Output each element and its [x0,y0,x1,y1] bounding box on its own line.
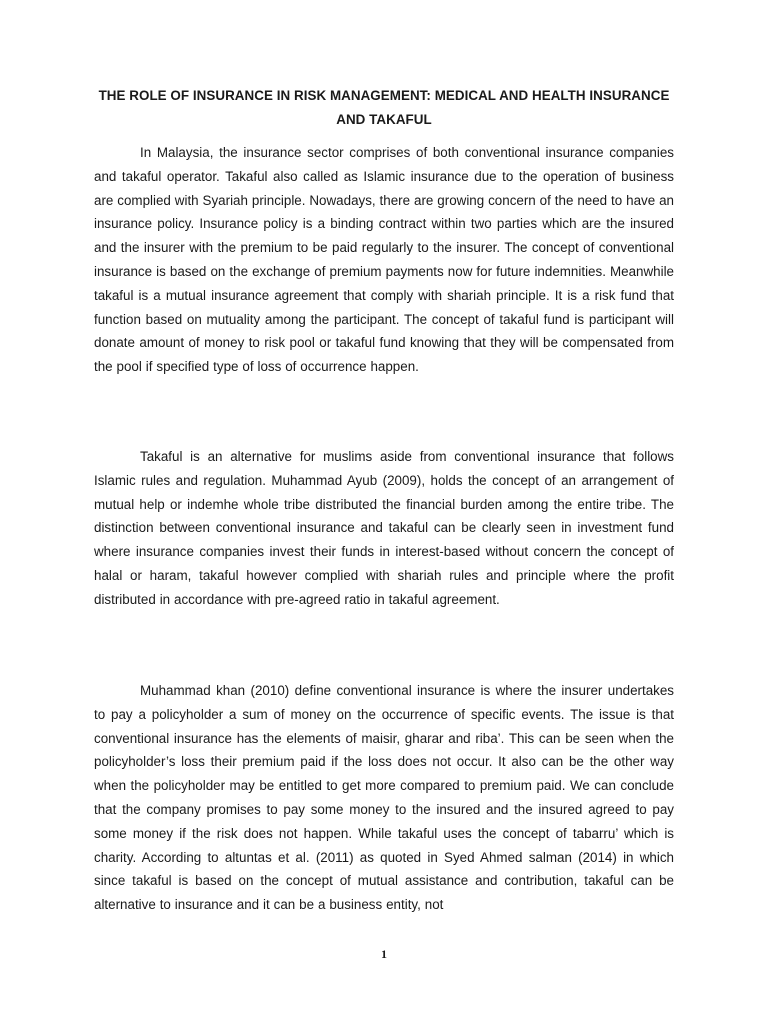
paragraph-conventional-insurance-definition: Muhammad khan (2010) define conventional insurance is where the insurer undertakes to pay a policyholder a sum of money on the occurrence of specific events. The issue is that conventional insurance has the elements of maisir, gharar and riba’. This can be seen when the policyholder’s loss their premium paid if the loss does not occur. It also can be the other way when the policyholder may be entitled to get more compared to premium paid. We can conclude that the company promises to pay some money to the insured and the insured agreed to pay some money if the risk does not happen. While takaful uses the concept of tabarru’ which is charity. According to altuntas et al. (2011) as quoted in Syed Ahmed salman (2014) in which since takaful is based on the concept of mutual assistance and contribution, takaful can be alternative to insurance and it can be a business entity, not [94,683,674,913]
paragraph-takaful-alternative: Takaful is an alternative for muslims aside from conventional insurance that follows Islamic rules and regulation. Muhammad Ayub (2009), holds the concept of an arrangement of mutual help or indemhe whole tribe distributed the financial burden among the entire tribe. The distinction between conventional insurance and takaful can be clearly seen in investment fund where insurance companies invest their funds in interest-based without concern the concept of halal or haram, takaful however complied with shariah rules and principle where the profit distributed in accordance with pre-agreed ratio in takaful agreement. [94,449,674,607]
page-number: 1 [381,947,387,961]
document-title: THE ROLE OF INSURANCE IN RISK MANAGEMENT: MEDICAL AND HEALTH INSURANCE AND TAKAFUL [98,88,670,127]
paragraph-malaysia-insurance-sector: In Malaysia, the insurance sector comprises of both conventional insurance companies and takaful operator. Takaful also called as Islamic insurance due to the operation of business are complied with Syariah principle. Nowadays, there are growing concern of the need to have an insurance policy. Insurance policy is a binding contract within two parties which are the insured and the insurer with the premium to be paid regularly to the insurer. The concept of conventional insurance is based on the exchange of premium payments now for future indemnities. Meanwhile takaful is a mutual insurance agreement that comply with shariah principle. It is a risk fund that function based on mutuality among the participant. The concept of takaful fund is participant will donate amount of money to risk pool or takaful fund knowing that they will be compensated from the pool if specified type of loss of occurrence happen. [94,145,674,375]
